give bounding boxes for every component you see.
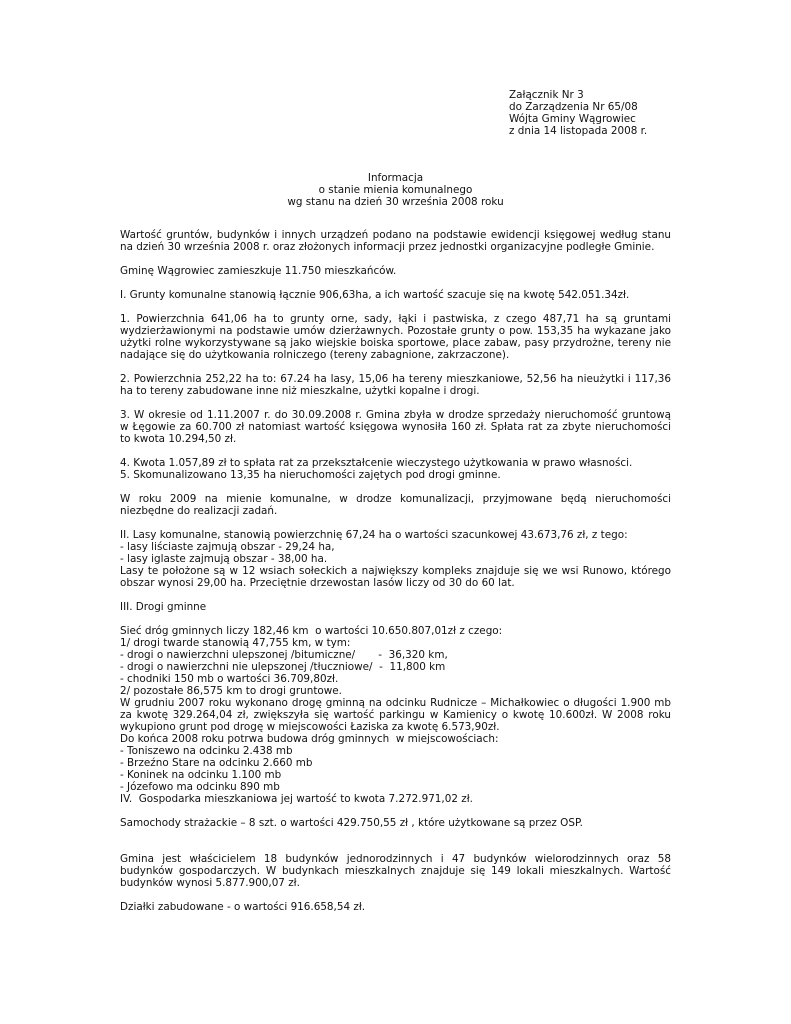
- plots-paragraph: Działki zabudowane - o wartości 916.658,54 zł.: [120, 901, 366, 913]
- intro-paragraph: Wartość gruntów, budynków i innych urządzeń podano na podstawie ewidencji księgowej według stanu na dzień 30 września 2008 r. oraz złożonych informacji przez jednostki organizacyjne podległe Gminie.: [120, 229, 671, 253]
- title-line: Informacja: [367, 172, 424, 184]
- title-line: o stanie mienia komunalnego: [318, 184, 473, 196]
- plan-2009-paragraph: W roku 2009 na mienie komunalne, w drodze komunalizacji, przyjmowane będą nieruchomości niezbędne do realizacji zadań.: [120, 493, 671, 517]
- roads-2008-line: - Józefowo ma odcinku 890 mb: [120, 781, 280, 793]
- header-line: Wójta Gminy Wągrowiec: [509, 113, 636, 125]
- roads-line: - drogi o nawierzchni nie ulepszonej /tłuczniowe/ - 11,800 km: [120, 661, 446, 673]
- header-line: z dnia 14 listopada 2008 r.: [509, 125, 648, 137]
- roads-2008-line: - Brzeźno Stare na odcinku 2.660 mb: [120, 757, 313, 769]
- roads-line: - chodniki 150 mb o wartości 36.709,80zł.: [120, 673, 339, 685]
- roads-line: Sieć dróg gminnych liczy 182,46 km o wartości 10.650.807,01zł z czego:: [120, 625, 503, 637]
- section-3-heading: III. Drogi gminne: [120, 601, 207, 613]
- forests-line: II. Lasy komunalne, stanowią powierzchnię 67,24 ha o wartości szacunkowej 43.673,76 zł, z tego:: [120, 529, 628, 541]
- document-title: [120, 172, 671, 208]
- housing-line: IV. Gospodarka mieszkaniowa jej wartość to kwota 7.272.971,02 zł.: [120, 793, 473, 805]
- forests-section: [120, 529, 671, 589]
- roads-2008-line: - Koninek na odcinku 1.100 mb: [120, 769, 282, 781]
- title-line: wg stanu na dzień 30 września 2008 roku: [287, 196, 504, 208]
- roads-line: 2/ pozostałe 86,575 km to drogi gruntowe.: [120, 685, 342, 697]
- header-line: do Zarządzenia Nr 65/08: [509, 101, 638, 113]
- land-item-2: 2. Powierzchnia 252,22 ha to: 67.24 ha lasy, 15,06 ha tereny mieszkaniowe, 52,56 ha nieużytki i 117,36 ha to tereny zabudowane inne niż mieszkalne, użytki kopalne i drogi.: [120, 373, 671, 397]
- land-items-4-5: [120, 457, 671, 481]
- roads-line: 1/ drogi twarde stanowią 47,755 km, w tym:: [120, 637, 351, 649]
- land-item-1: 1. Powierzchnia 641,06 ha to grunty orne, sady, łąki i pastwiska, z czego 487,71 ha są gruntami wydzierżawionymi na podstawie umów dzierżawnych. Pozostałe grunty o pow. 153,35 ha wykazane jako użytki rolne wykorzystywane są jako wiejskie boiska sportowe, place zabaw, pasy przydrożne, tereny nie nadające się do użytkowania rolniczego (tereny zabagnione, zakrzaczone).: [120, 313, 671, 361]
- forests-text: Lasy te położone są w 12 wsiach sołeckich a największy kompleks znajduje się we wsi Runowo, którego obszar wynosi 29,00 ha. Przeciętnie drzewostan lasów liczy od 30 do 60 lat.: [120, 565, 671, 589]
- roads-2007-text: W grudniu 2007 roku wykonano drogę gminną na odcinku Rudnicze – Michałkowiec o długości 1.900 mb za kwotę 329.264,04 zł, zwiększyła się wartość parkingu w Kamienicy o kwotę 10.600zł. W 2008 roku wykupiono grunt pod drogę w miejscowości Łaziska za kwotę 6.573,90zł.: [120, 697, 671, 733]
- fire-trucks-paragraph: Samochody strażackie – 8 szt. o wartości 429.750,55 zł , które użytkowane są przez OSP.: [120, 817, 583, 829]
- roads-section: [120, 625, 671, 805]
- land-item-5: 5. Skomunalizowano 13,35 ha nieruchomości zajętych pod drogi gminne.: [120, 469, 501, 481]
- attachment-header: [509, 89, 647, 137]
- section-1-heading: I. Grunty komunalne stanowią łącznie 906,63ha, a ich wartość szacuje się na kwotę 542.051.34zł.: [120, 289, 630, 301]
- roads-2008-line: - Toniszewo na odcinku 2.438 mb: [120, 745, 293, 757]
- buildings-paragraph: Gmina jest właścicielem 18 budynków jednorodzinnych i 47 budynków wielorodzinnych oraz 58 budynków gospodarczych. W budynkach mieszkalnych znajduje się 149 lokali mieszkalnych. Wartość budynków wynosi 5.877.900,07 zł.: [120, 853, 671, 889]
- roads-line: - drogi o nawierzchni ulepszonej /bitumiczne/ - 36,320 km,: [120, 649, 448, 661]
- header-line: Załącznik Nr 3: [509, 89, 584, 101]
- land-item-4: 4. Kwota 1.057,89 zł to spłata rat za przekształcenie wieczystego użytkowania w prawo własności.: [120, 457, 633, 469]
- roads-2008-line: Do końca 2008 roku potrwa budowa dróg gminnych w miejscowościach:: [120, 733, 499, 745]
- document-body: [120, 229, 671, 925]
- land-item-3: 3. W okresie od 1.11.2007 r. do 30.09.2008 r. Gmina zbyła w drodze sprzedaży nieruchomość gruntową w Łęgowie za 60.700 zł natomiast wartość księgowa wynosiła 160 zł. Spłata rat za zbyte nieruchomości to kwota 10.294,50 zł.: [120, 409, 671, 445]
- population-paragraph: Gminę Wągrowiec zamieszkuje 11.750 mieszkańców.: [120, 265, 397, 277]
- forests-line: - lasy iglaste zajmują obszar - 38,00 ha.: [120, 553, 328, 565]
- forests-line: - lasy liściaste zajmują obszar - 29,24 ha,: [120, 541, 335, 553]
